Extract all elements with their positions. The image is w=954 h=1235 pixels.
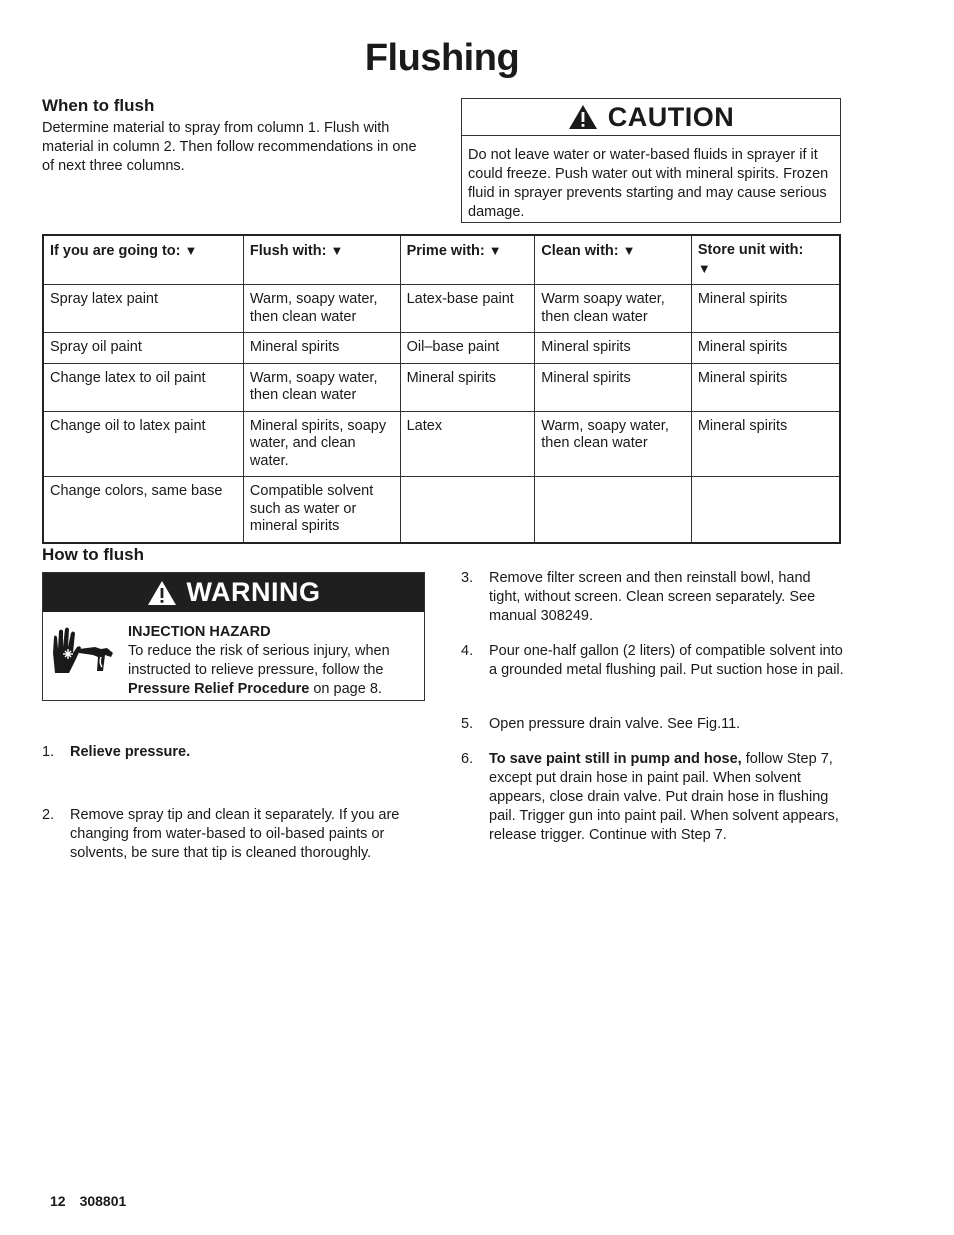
table-cell: Change oil to latex paint bbox=[43, 411, 243, 477]
step-5 bbox=[461, 715, 846, 734]
caution-text: Do not leave water or water-based fluids in sprayer if it could freeze. Push water out with mineral spirits. Frozen fluid in sprayer prevents starting and may cause serious damage. bbox=[468, 147, 829, 220]
table-row bbox=[43, 285, 840, 333]
table-cell: Warm, soapy water, then clean water bbox=[243, 285, 400, 333]
down-triangle-icon: ▼ bbox=[184, 243, 198, 258]
table-cell: Oil–base paint bbox=[400, 333, 535, 364]
warning-box bbox=[42, 572, 425, 701]
step-text: Relieve pressure. bbox=[70, 744, 191, 760]
warning-text bbox=[128, 623, 420, 699]
down-triangle-icon: ▼ bbox=[488, 243, 502, 258]
table-cell bbox=[535, 477, 692, 543]
table-header-cell: If you are going to: ▼ bbox=[43, 235, 243, 285]
step-number: 5. bbox=[461, 716, 474, 732]
injection-hazard-label: INJECTION HAZARD bbox=[128, 624, 271, 640]
table-header-cell: Store unit with: ▼ bbox=[691, 235, 840, 285]
step-text: Remove filter screen and then reinstall bowl, hand tight, without screen. Clean screen separately. See manual 308249. bbox=[489, 570, 816, 624]
table-row bbox=[43, 333, 840, 364]
table-header-cell: Flush with: ▼ bbox=[243, 235, 400, 285]
table-header-cell: Clean with: ▼ bbox=[535, 235, 692, 285]
flush-table bbox=[42, 234, 841, 544]
table-cell bbox=[400, 477, 535, 543]
down-triangle-icon: ▼ bbox=[622, 243, 636, 258]
table-header-row bbox=[43, 235, 840, 285]
table-row bbox=[43, 477, 840, 543]
table-cell: Compatible solvent such as water or mineral spirits bbox=[243, 477, 400, 543]
table-cell bbox=[691, 477, 840, 543]
table-row bbox=[43, 363, 840, 411]
when-to-flush-text: Determine material to spray from column 1. Flush with material in column 2. Then follow recommendations in one of next three columns. bbox=[42, 120, 417, 174]
down-triangle-icon: ▼ bbox=[697, 260, 711, 276]
when-to-flush-heading: When to flush bbox=[42, 96, 155, 115]
table-cell: Mineral spirits bbox=[691, 285, 840, 333]
document-number: 308801 bbox=[79, 1193, 127, 1209]
table-cell: Warm, soapy water, then clean water bbox=[243, 363, 400, 411]
step-text: To save paint still in pump and hose, follow Step 7, except put drain hose in paint pail. When solvent appears, close drain valve. Put drain hose in flushing pail. Trigger gun into paint pail. When solvent appears, release trigger. Continue with Step 7. bbox=[489, 751, 839, 843]
caution-box bbox=[461, 98, 841, 223]
table-cell: Mineral spirits bbox=[535, 333, 692, 364]
step-text: Open pressure drain valve. See Fig.11. bbox=[489, 716, 741, 732]
hand-spray-gun-injection-icon bbox=[49, 625, 117, 675]
table-cell: Mineral spirits bbox=[691, 363, 840, 411]
page-number: 12 bbox=[50, 1193, 66, 1209]
table-header-cell: Prime with: ▼ bbox=[400, 235, 535, 285]
table-cell: Latex bbox=[400, 411, 535, 477]
table-cell: Change colors, same base bbox=[43, 477, 243, 543]
warning-triangle-icon bbox=[147, 580, 177, 606]
warning-header bbox=[43, 573, 424, 612]
step-1 bbox=[42, 743, 427, 762]
page-title: Flushing bbox=[364, 37, 520, 79]
table-cell: Mineral spirits bbox=[400, 363, 535, 411]
table-cell: Spray latex paint bbox=[43, 285, 243, 333]
step-text: Remove spray tip and clean it separately. If you are changing from water-based to oil-based paints or solvents, be sure that tip is cleaned thoroughly. bbox=[70, 807, 400, 861]
table-cell: Warm, soapy water, then clean water bbox=[535, 411, 692, 477]
step-number: 1. bbox=[42, 744, 55, 760]
table-cell: Latex-base paint bbox=[400, 285, 535, 333]
table-row bbox=[43, 411, 840, 477]
step-2 bbox=[42, 806, 427, 863]
table-cell: Mineral spirits bbox=[535, 363, 692, 411]
warning-triangle-icon bbox=[568, 104, 598, 130]
how-to-flush-heading: How to flush bbox=[42, 545, 144, 564]
warning-description: To reduce the risk of serious injury, when instructed to relieve pressure, follow the Pressure Relief Procedure on page 8. bbox=[128, 643, 390, 697]
table-cell: Warm soapy water, then clean water bbox=[535, 285, 692, 333]
step-4 bbox=[461, 642, 846, 680]
step-3 bbox=[461, 569, 846, 626]
step-number: 6. bbox=[461, 751, 474, 767]
table-cell: Mineral spirits, soapy water, and clean water. bbox=[243, 411, 400, 477]
table-cell: Spray oil paint bbox=[43, 333, 243, 364]
down-triangle-icon: ▼ bbox=[330, 243, 344, 258]
step-number: 2. bbox=[42, 807, 55, 823]
step-number: 3. bbox=[461, 570, 474, 586]
table-cell: Change latex to oil paint bbox=[43, 363, 243, 411]
step-6 bbox=[461, 750, 846, 845]
caution-header bbox=[462, 99, 840, 136]
page-footer bbox=[50, 1193, 140, 1209]
step-number: 4. bbox=[461, 643, 474, 659]
caution-title: CAUTION bbox=[607, 101, 735, 132]
table-cell: Mineral spirits bbox=[243, 333, 400, 364]
table-cell: Mineral spirits bbox=[691, 333, 840, 364]
step-text: Pour one-half gallon (2 liters) of compatible solvent into a grounded metal flushing pail. Put suction hose in pail. bbox=[489, 643, 844, 678]
table-cell: Mineral spirits bbox=[691, 411, 840, 477]
warning-title: WARNING bbox=[186, 577, 321, 607]
